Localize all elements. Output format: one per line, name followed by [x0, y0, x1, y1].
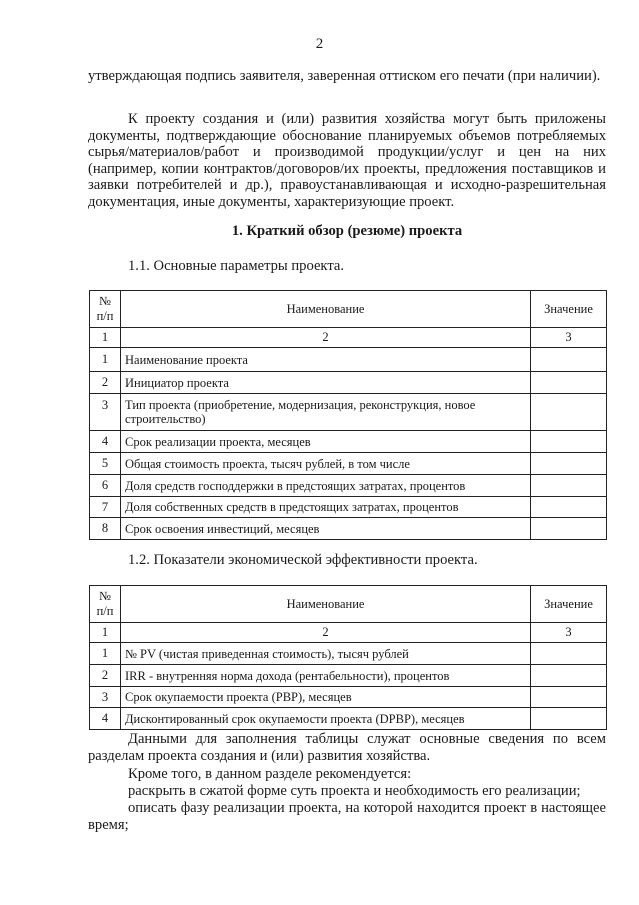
header-value: Значение	[531, 291, 607, 328]
intro-paragraph-1: утверждающая подпись заявителя, заверенная оттиском его печати (при наличии).	[88, 68, 601, 84]
row-name: Наименование проекта	[121, 348, 531, 372]
row-num: 3	[90, 394, 121, 431]
table-index-row	[90, 328, 607, 348]
table-row	[90, 394, 607, 431]
row-name: Доля собственных средств в предстоящих затратах, процентов	[121, 497, 531, 518]
row-value	[531, 665, 607, 687]
row-name: № PV (чистая приведенная стоимость), тысяч рублей	[121, 643, 531, 665]
header-num: № п/п	[90, 586, 121, 623]
table-row	[90, 708, 607, 730]
row-name: Инициатор проекта	[121, 372, 531, 394]
header-name: Наименование	[121, 291, 531, 328]
table-row	[90, 643, 607, 665]
after-paragraph-4: описать фазу реализации проекта, на которой находится проект в настоящее время;	[88, 800, 606, 833]
index-num: 1	[90, 328, 121, 348]
row-name: Срок освоения инвестиций, месяцев	[121, 518, 531, 540]
row-num: 2	[90, 372, 121, 394]
table-row	[90, 453, 607, 475]
after-paragraph-1: Данными для заполнения таблицы служат основные сведения по всем разделам проекта создания и (или) развития хозяйства.	[88, 731, 606, 764]
row-num: 3	[90, 687, 121, 708]
row-num: 4	[90, 431, 121, 453]
row-name: Срок окупаемости проекта (PBP), месяцев	[121, 687, 531, 708]
row-num: 1	[90, 643, 121, 665]
row-value	[531, 643, 607, 665]
index-value: 3	[531, 328, 607, 348]
after-line-3: раскрыть в сжатой форме суть проекта и необходимость его реализации;	[128, 783, 581, 799]
page-number: 2	[315, 36, 324, 52]
row-num: 1	[90, 348, 121, 372]
row-num: 8	[90, 518, 121, 540]
row-value	[531, 687, 607, 708]
row-name: Общая стоимость проекта, тысяч рублей, в том числе	[121, 453, 531, 475]
index-num: 1	[90, 623, 121, 643]
row-num: 2	[90, 665, 121, 687]
parameters-table	[89, 290, 607, 540]
table-row	[90, 687, 607, 708]
table-header-row	[90, 291, 607, 328]
table-row	[90, 497, 607, 518]
row-num: 7	[90, 497, 121, 518]
index-name: 2	[121, 328, 531, 348]
table1-caption: 1.1. Основные параметры проекта.	[128, 258, 345, 274]
table-header-row	[90, 586, 607, 623]
after-line-2: Кроме того, в данном разделе рекомендуется:	[128, 766, 412, 782]
row-name: Срок реализации проекта, месяцев	[121, 431, 531, 453]
row-value	[531, 708, 607, 730]
table-row	[90, 348, 607, 372]
header-num: № п/п	[90, 291, 121, 328]
row-value	[531, 475, 607, 497]
row-value	[531, 394, 607, 431]
table-row	[90, 518, 607, 540]
row-value	[531, 372, 607, 394]
efficiency-table	[89, 585, 607, 730]
section-heading: 1. Краткий обзор (резюме) проекта	[231, 223, 463, 239]
header-value: Значение	[531, 586, 607, 623]
row-value	[531, 453, 607, 475]
row-value	[531, 497, 607, 518]
table2-caption: 1.2. Показатели экономической эффективности проекта.	[128, 552, 478, 568]
table-row	[90, 665, 607, 687]
row-num: 5	[90, 453, 121, 475]
index-value: 3	[531, 623, 607, 643]
row-name: Тип проекта (приобретение, модернизация, реконструкция, новое строительство)	[121, 394, 531, 431]
index-name: 2	[121, 623, 531, 643]
row-name: IRR - внутренняя норма дохода (рентабельности), процентов	[121, 665, 531, 687]
table-row	[90, 431, 607, 453]
row-value	[531, 348, 607, 372]
row-num: 6	[90, 475, 121, 497]
row-name: Дисконтированный срок окупаемости проекта (DPBP), месяцев	[121, 708, 531, 730]
table-row	[90, 475, 607, 497]
intro-paragraph-2: К проекту создания и (или) развития хозяйства могут быть приложены документы, подтверждающие обоснование планируемых объемов потребляемых сырья/материалов/работ и производимой продукции/услуг и цен на них (например, копии контрактов/договоров/их проекты, предложения поставщиков и заявки потребителей и др.), правоустанавливающая и исходно-разрешительная документация, иные документы, характеризующие проект.	[88, 111, 606, 210]
row-num: 4	[90, 708, 121, 730]
header-name: Наименование	[121, 586, 531, 623]
row-value	[531, 431, 607, 453]
table-index-row	[90, 623, 607, 643]
table-row	[90, 372, 607, 394]
row-value	[531, 518, 607, 540]
row-name: Доля средств господдержки в предстоящих затратах, процентов	[121, 475, 531, 497]
